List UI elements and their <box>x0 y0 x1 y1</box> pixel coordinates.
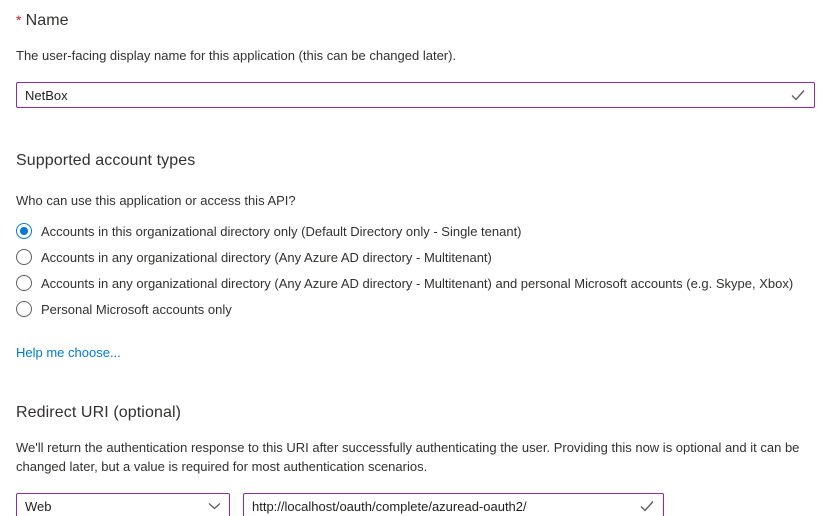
checkmark-icon <box>790 88 806 102</box>
required-asterisk: * <box>16 12 22 28</box>
redirect-uri-title: Redirect URI (optional) <box>16 404 182 421</box>
account-types-radio-group <box>16 223 815 317</box>
redirect-uri-description: We'll return the authentication response to this URI after successfully authenticating the user. Providing this now is optional and it can be changed later, but a value is required for most authentication scenarios. <box>16 440 800 474</box>
radio-button-icon <box>16 223 32 239</box>
radio-option-label: Accounts in any organizational directory (Any Azure AD directory - Multitenant) <box>41 249 492 265</box>
redirect-uri-row <box>16 493 815 516</box>
name-input-value: NetBox <box>25 87 68 103</box>
chevron-down-icon <box>208 502 221 510</box>
radio-option-multitenant-personal[interactable] <box>16 275 815 291</box>
redirect-uri-input[interactable] <box>243 493 664 516</box>
radio-option-label: Accounts in any organizational directory (Any Azure AD directory - Multitenant) and personal Microsoft accounts (e.g. Skype, Xbox) <box>41 275 794 291</box>
name-title-text: Name <box>25 12 69 29</box>
radio-option-single-tenant[interactable] <box>16 223 815 239</box>
help-me-choose-link[interactable]: Help me choose... <box>16 345 121 360</box>
radio-option-label: Personal Microsoft accounts only <box>41 301 232 317</box>
radio-button-icon <box>16 249 32 265</box>
radio-option-multitenant[interactable] <box>16 249 815 265</box>
name-input[interactable] <box>16 82 815 108</box>
checkmark-icon <box>639 499 655 513</box>
account-types-question: Who can use this application or access this API? <box>16 193 296 208</box>
radio-option-label: Accounts in this organizational directory only (Default Directory only - Single tenant) <box>41 223 522 239</box>
name-description: The user-facing display name for this application (this can be changed later). <box>16 48 457 63</box>
radio-option-personal-only[interactable] <box>16 301 815 317</box>
radio-button-icon <box>16 301 32 317</box>
platform-select[interactable] <box>16 493 230 516</box>
radio-button-icon <box>16 275 32 291</box>
supported-account-types-title: Supported account types <box>16 152 196 169</box>
redirect-uri-input-value: http://localhost/oauth/complete/azuread-oauth2/ <box>252 498 527 514</box>
name-section-title <box>16 12 815 30</box>
platform-select-value: Web <box>25 498 52 514</box>
